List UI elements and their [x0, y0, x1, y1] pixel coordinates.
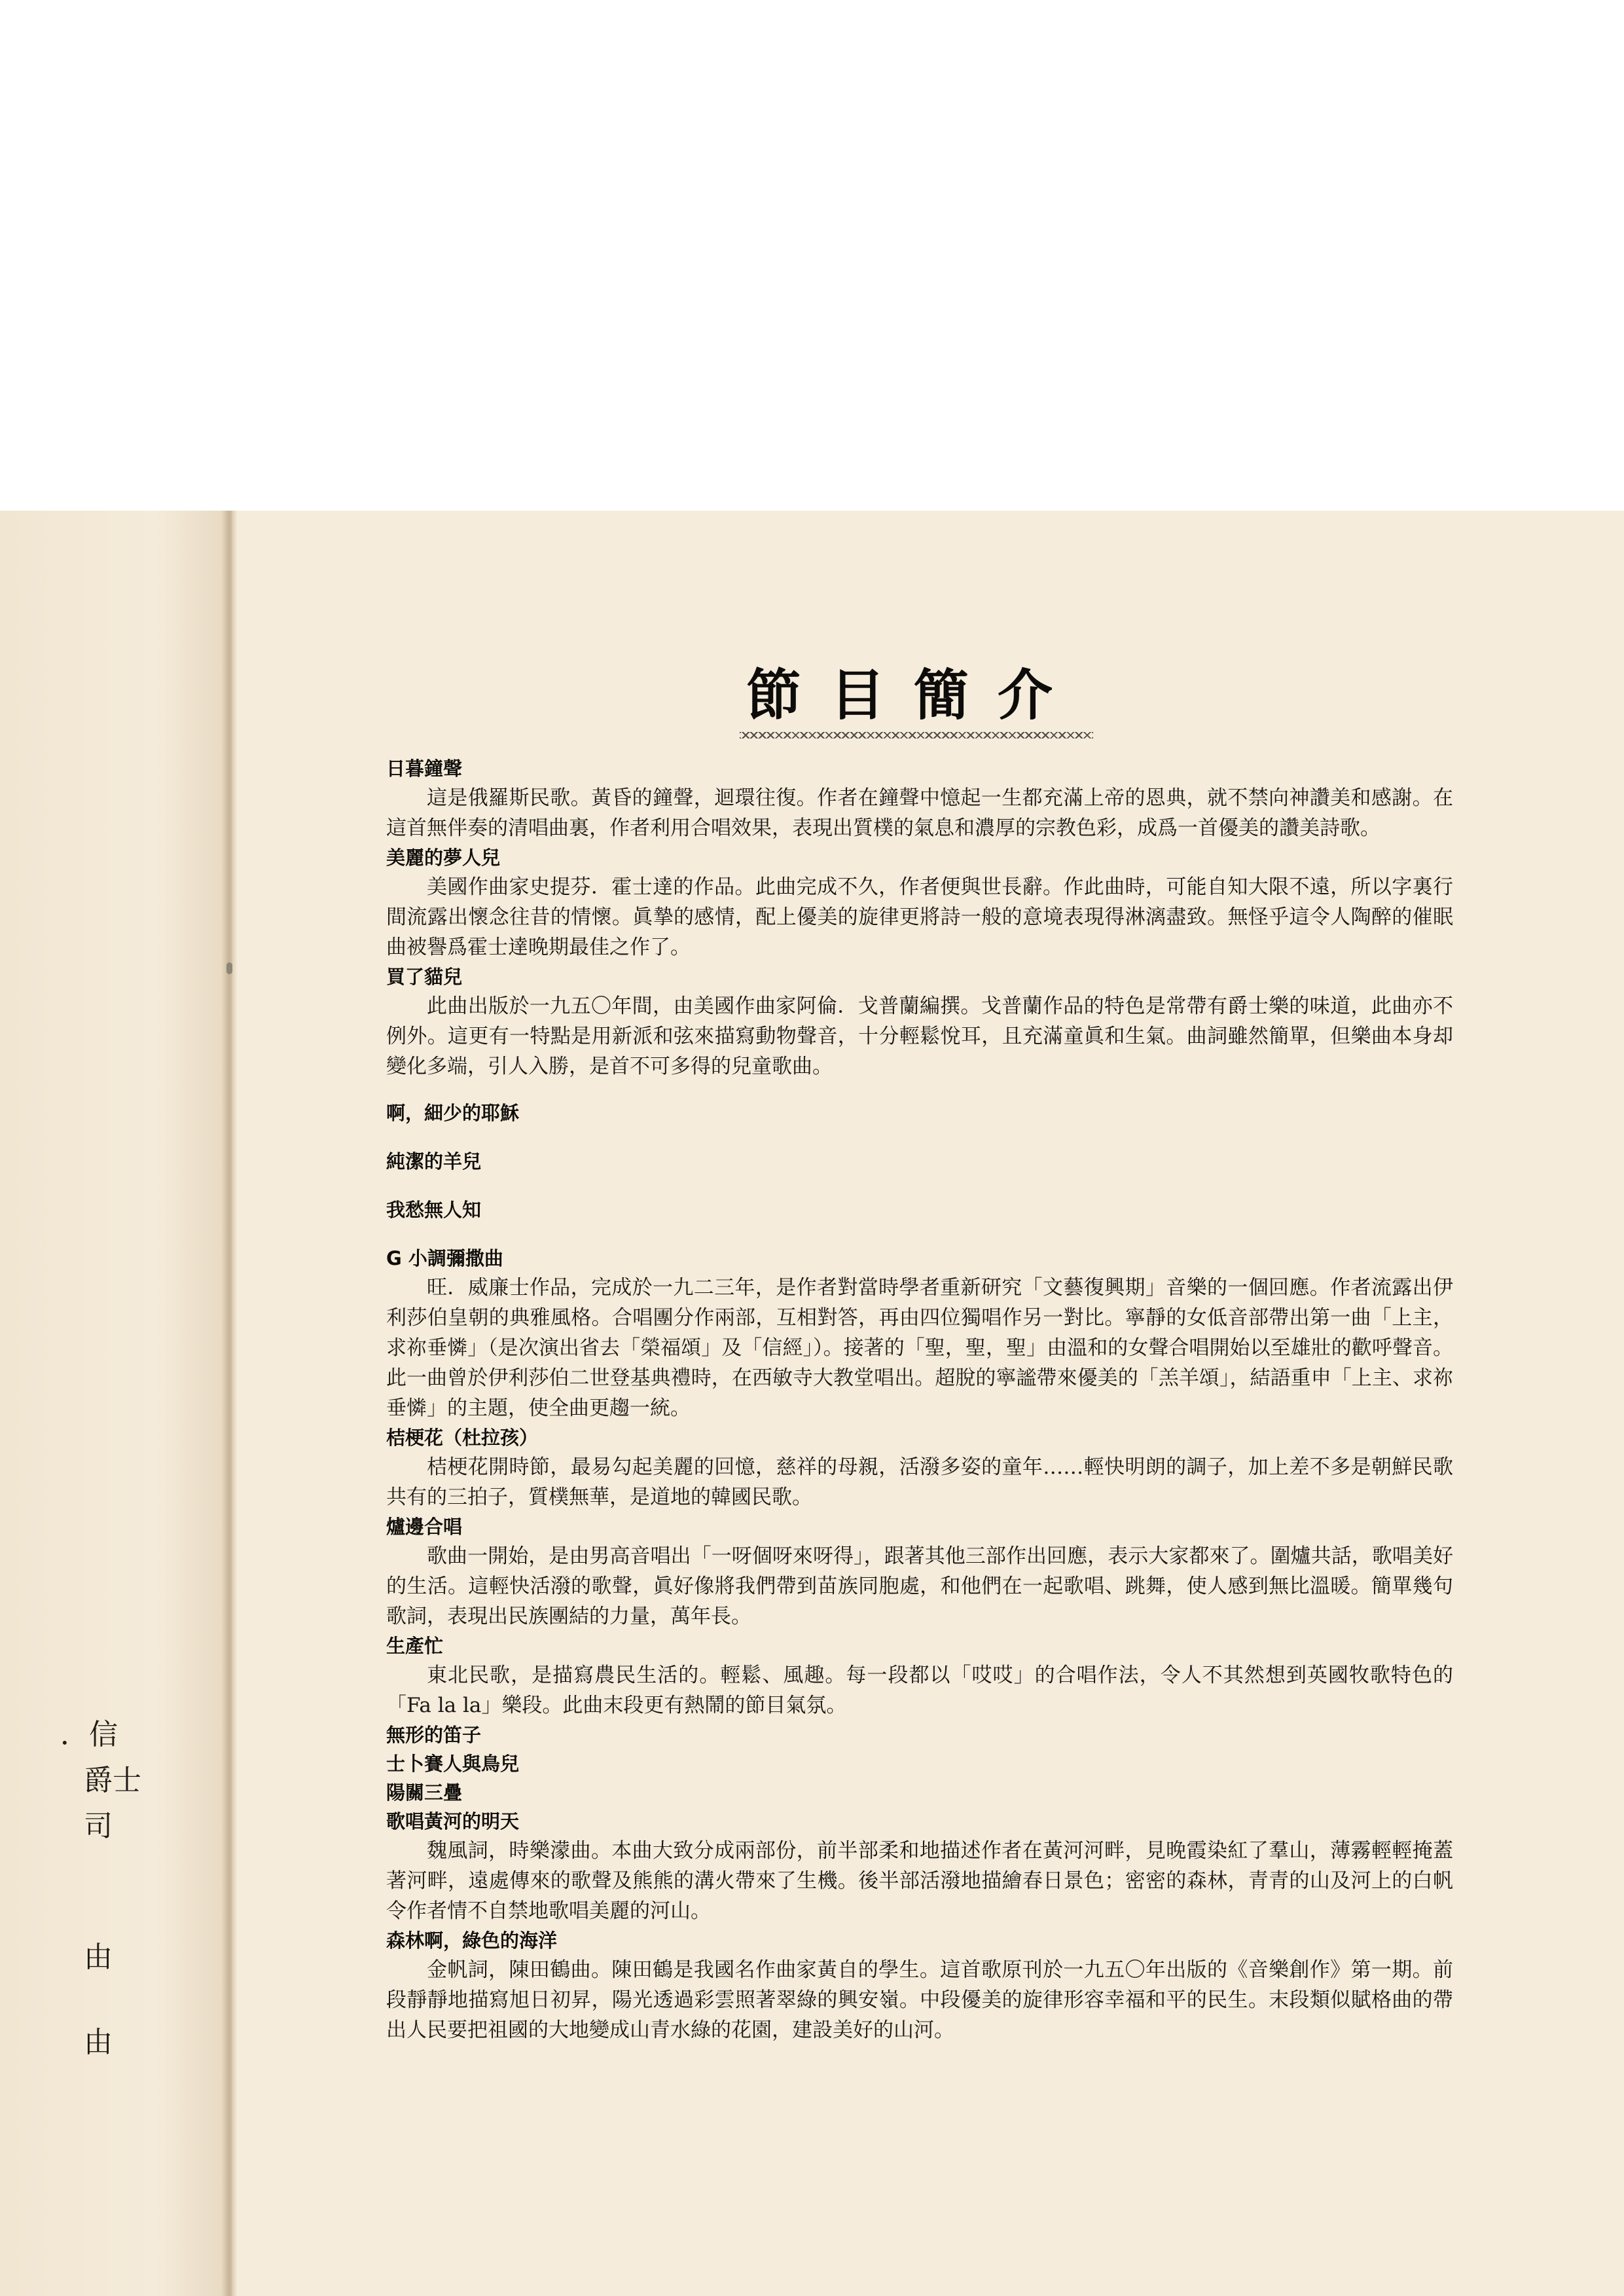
programme-note: [386, 1631, 1453, 1721]
programme-note: [386, 962, 1453, 1082]
note-heading: 買了貓兒: [386, 966, 463, 988]
programme-note: [386, 1244, 1453, 1423]
programme-note: [386, 1721, 1453, 1749]
note-heading: 爐邊合唱: [386, 1516, 463, 1538]
note-heading: 無形的笛子: [386, 1724, 482, 1746]
note-body: 魏風詞，時樂濛曲。本曲大致分成兩部份，前半部柔和地描述作者在黃河河畔，見晚霞染紅了羣山，薄霧輕輕掩蓋著河畔，遠處傳來的歌聲及熊熊的溝火帶來了生機。後半部活潑地描繪春日景色；密密的森林，青青的山及河上的白帆令作者情不自禁地歌唱美麗的河山。: [386, 1839, 1453, 1923]
staple-mark: [226, 962, 232, 974]
note-heading: 啊，細少的耶穌: [386, 1102, 520, 1124]
note-heading: 歌唱黃河的明天: [386, 1810, 520, 1832]
title-underline: [740, 732, 1093, 738]
programme-note: [386, 1926, 1453, 2045]
note-heading: 我愁無人知: [386, 1199, 482, 1221]
note-heading: 桔梗花（杜拉孩）: [386, 1427, 539, 1449]
note-heading: 美麗的夢人兒: [386, 847, 501, 869]
left-page-fragment: 爵士: [84, 1764, 141, 1797]
left-page-fragment: 由: [84, 1941, 113, 1974]
programme-note: [386, 754, 1453, 843]
programme-note: [386, 1512, 1453, 1631]
programme-note: [386, 1778, 1453, 1807]
note-heading: 生產忙: [386, 1635, 444, 1657]
note-body: 旺．威廉士作品，完成於一九二三年，是作者對當時學者重新研究「文藝復興期」音樂的一個回應。作者流露出伊利莎伯皇朝的典雅風格。合唱團分作兩部，互相對答，再由四位獨唱作另一對比。寧靜的女低音部帶出第一曲「上主，求祢垂憐」（是次演出省去「榮福頌」及「信經」）。接著的「聖，聖，聖」由溫和的女聲合唱開始以至雄壯的歡呼聲音。此一曲曾於伊利莎伯二世登基典禮時，在西敏寺大教堂唱出。超脫的寧謐帶來優美的「羔羊頌」，結語重申「上主、求祢垂憐」的主題，使全曲更趨一統。: [386, 1276, 1453, 1420]
left-page-fragment: ．信: [60, 1718, 118, 1751]
note-heading: 森林啊，綠色的海洋: [386, 1929, 558, 1952]
programme-notes: [386, 754, 1453, 2045]
page-gutter: [221, 511, 237, 2296]
left-page-fragment: 司: [84, 1810, 113, 1843]
programme-note: [386, 1195, 1453, 1224]
left-page-fragment: 由: [84, 2026, 113, 2059]
note-heading: 純潔的羊兒: [386, 1150, 482, 1173]
page-title: 節目簡介: [746, 663, 1082, 727]
programme-note: [386, 1147, 1453, 1176]
left-page: [0, 511, 232, 2296]
note-body: 此曲出版於一九五〇年間，由美國作曲家阿倫．戈普蘭編撰。戈普蘭作品的特色是常帶有爵士樂的味道，此曲亦不例外。這更有一特點是用新派和弦來描寫動物聲音，十分輕鬆悅耳，且充滿童眞和生氣。曲詞雖然簡單，但樂曲本身却變化多端，引人入勝，是首不可多得的兒童歌曲。: [386, 994, 1453, 1078]
programme-note: [386, 1099, 1453, 1127]
note-body: 美國作曲家史提芬．霍士達的作品。此曲完成不久，作者便與世長辭。作此曲時，可能自知大限不遠，所以字裏行間流露出懷念往昔的情懷。眞摯的感情，配上優美的旋律更將詩一般的意境表現得淋漓盡致。無怪乎這令人陶醉的催眠曲被譽爲霍士達晚期最佳之作了。: [386, 875, 1453, 959]
note-heading: 日暮鐘聲: [386, 757, 463, 780]
programme-note: [386, 1423, 1453, 1512]
programme-note: [386, 843, 1453, 962]
note-heading: 士卜賽人與鳥兒: [386, 1753, 520, 1775]
note-heading: 陽關三疊: [386, 1781, 463, 1804]
note-body: 歌曲一開始，是由男高音唱出「一呀個呀來呀得」，跟著其他三部作出回應，表示大家都來了。圍爐共話，歌唱美好的生活。這輕快活潑的歌聲，眞好像將我們帶到苗族同胞處，和他們在一起歌唱、跳舞，使人感到無比溫暖。簡單幾句歌詞，表現出民族團結的力量，萬年長。: [386, 1544, 1453, 1628]
note-body: 東北民歌，是描寫農民生活的。輕鬆、風趣。每一段都以「哎哎」的合唱作法，令人不其然想到英國牧歌特色的「Fa la la」樂段。此曲末段更有熱鬧的節目氣氛。: [386, 1664, 1453, 1717]
note-heading: G 小調彌撒曲: [386, 1247, 503, 1269]
note-body: 金帆詞，陳田鶴曲。陳田鶴是我國名作曲家黃自的學生。這首歌原刊於一九五〇年出版的《音樂創作》第一期。前段靜靜地描寫旭日初昇，陽光透過彩雲照著翠綠的興安嶺。中段優美的旋律形容幸福和平的民生。末段類似賦格曲的帶出人民要把祖國的大地變成山青水綠的花園，建設美好的山河。: [386, 1958, 1453, 2042]
programme-note: [386, 1749, 1453, 1778]
programme-note: [386, 1807, 1453, 1926]
note-body: 這是俄羅斯民歌。黃昏的鐘聲，迴環往復。作者在鐘聲中憶起一生都充滿上帝的恩典，就不禁向神讚美和感謝。在這首無伴奏的清唱曲裏，作者利用合唱效果，表現出質樸的氣息和濃厚的宗教色彩，成爲一首優美的讚美詩歌。: [386, 786, 1453, 840]
note-body: 桔梗花開時節，最易勾起美麗的回憶，慈祥的母親，活潑多姿的童年……輕快明朗的調子，加上差不多是朝鮮民歌共有的三拍子，質樸無華，是道地的韓國民歌。: [386, 1455, 1453, 1509]
